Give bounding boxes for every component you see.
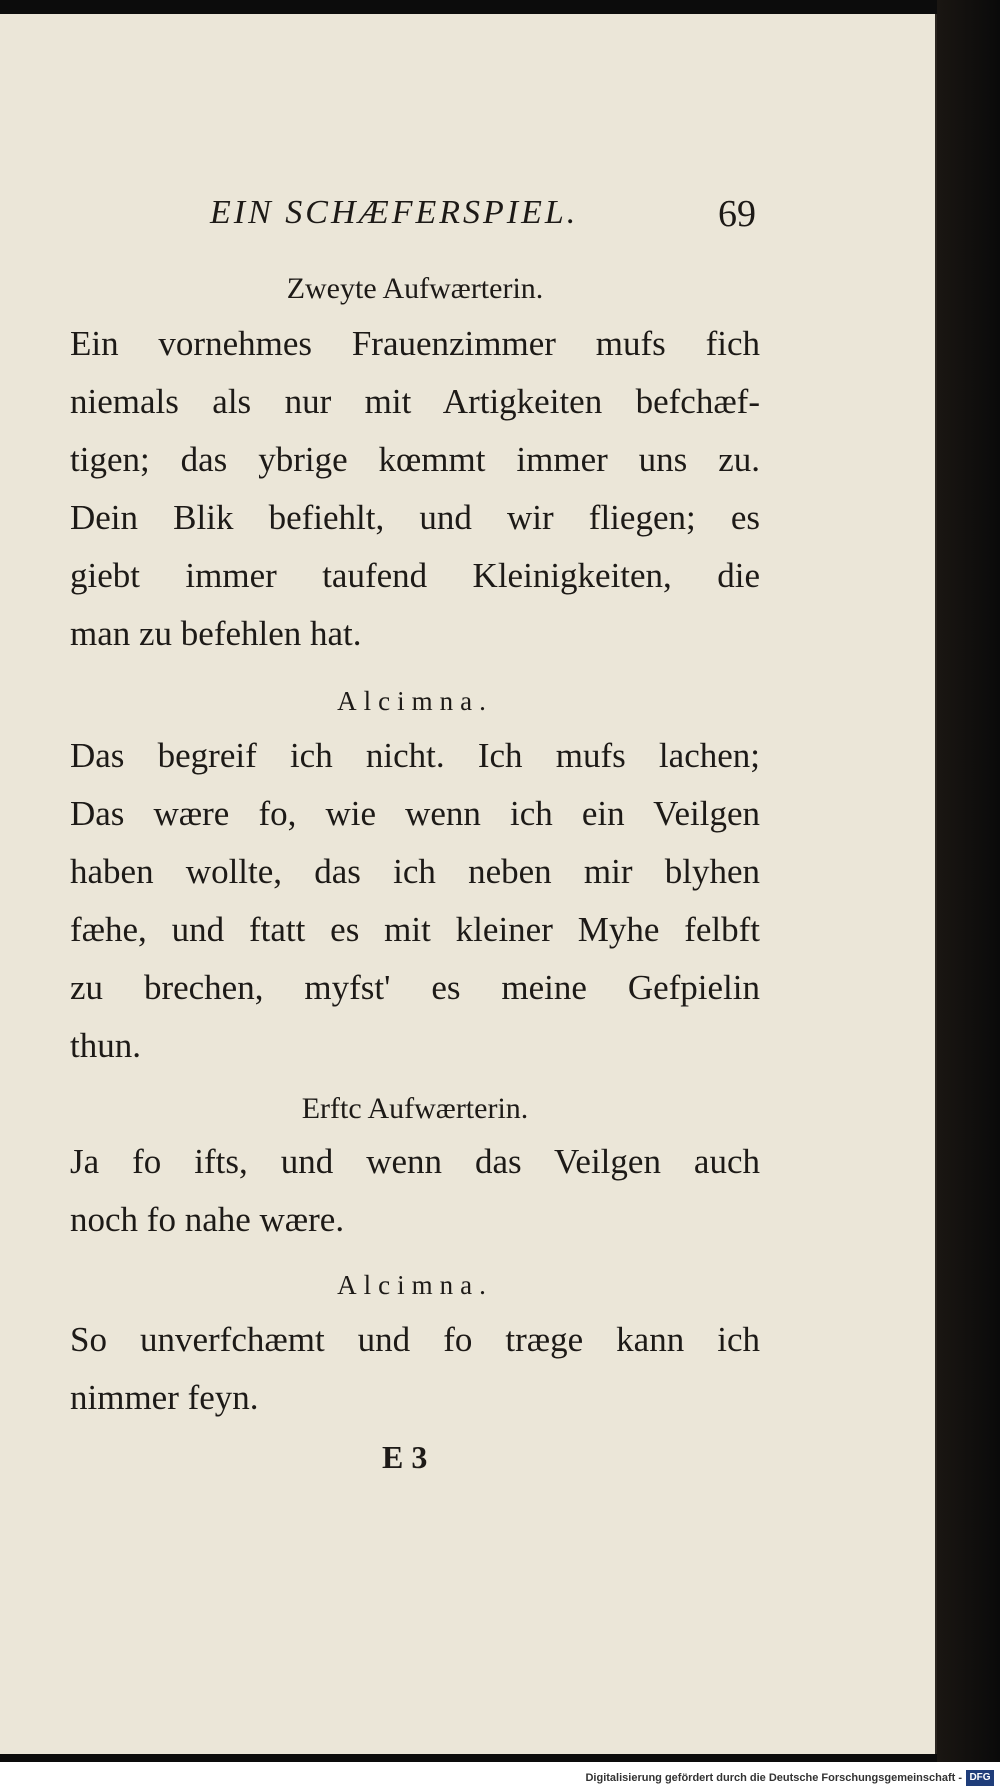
page-number: 69 bbox=[718, 193, 756, 235]
text-line: Ein vornehmes Frauenzimmer mufs fich bbox=[70, 324, 760, 363]
dfg-logo-icon: DFG bbox=[966, 1770, 994, 1786]
text-line: noch fo nahe wære. bbox=[70, 1200, 345, 1239]
text-line: man zu befehlen hat. bbox=[70, 614, 362, 653]
text-line: giebt immer taufend Kleinigkeiten, die bbox=[70, 556, 760, 595]
speaker-heading: Alcimna. bbox=[337, 686, 493, 716]
text-line: haben wollte, das ich neben mir blyhen bbox=[70, 852, 760, 891]
text-line: Das begreif ich nicht. Ich mufs lachen; bbox=[70, 736, 760, 775]
text-line: fæhe, und ftatt es mit kleiner Myhe felbft bbox=[70, 910, 760, 949]
running-title: EIN SCHÆFERSPIEL. bbox=[210, 194, 579, 231]
signature-mark: E 3 bbox=[382, 1439, 428, 1475]
text-line: nimmer feyn. bbox=[70, 1378, 259, 1417]
text-line: zu brechen, myfst' es meine Gefpielin bbox=[70, 968, 760, 1007]
text-line: Dein Blik befiehlt, und wir fliegen; es bbox=[70, 498, 760, 537]
digitization-footer bbox=[0, 1762, 1000, 1790]
book-page bbox=[0, 14, 937, 1754]
book-binding-edge bbox=[937, 0, 1000, 1790]
text-line: Das wære fo, wie wenn ich ein Veilgen bbox=[70, 794, 760, 833]
speaker-heading: Erftc Aufwærterin. bbox=[301, 1092, 529, 1125]
text-line: So unverfchæmt und fo træge kann ich bbox=[70, 1320, 760, 1359]
speaker-heading: Zweyte Aufwærterin. bbox=[286, 272, 544, 305]
text-line: Ja fo ifts, und wenn das Veilgen auch bbox=[70, 1142, 760, 1181]
text-line: tigen; das ybrige kœmmt immer uns zu. bbox=[70, 440, 760, 479]
text-line: niemals als nur mit Artigkeiten befchæf- bbox=[70, 382, 760, 421]
speaker-heading: Alcimna. bbox=[337, 1270, 493, 1300]
funding-credit: Digitalisierung gefördert durch die Deutsche Forschungsgemeinschaft - bbox=[585, 1772, 962, 1784]
text-line: thun. bbox=[70, 1026, 141, 1065]
